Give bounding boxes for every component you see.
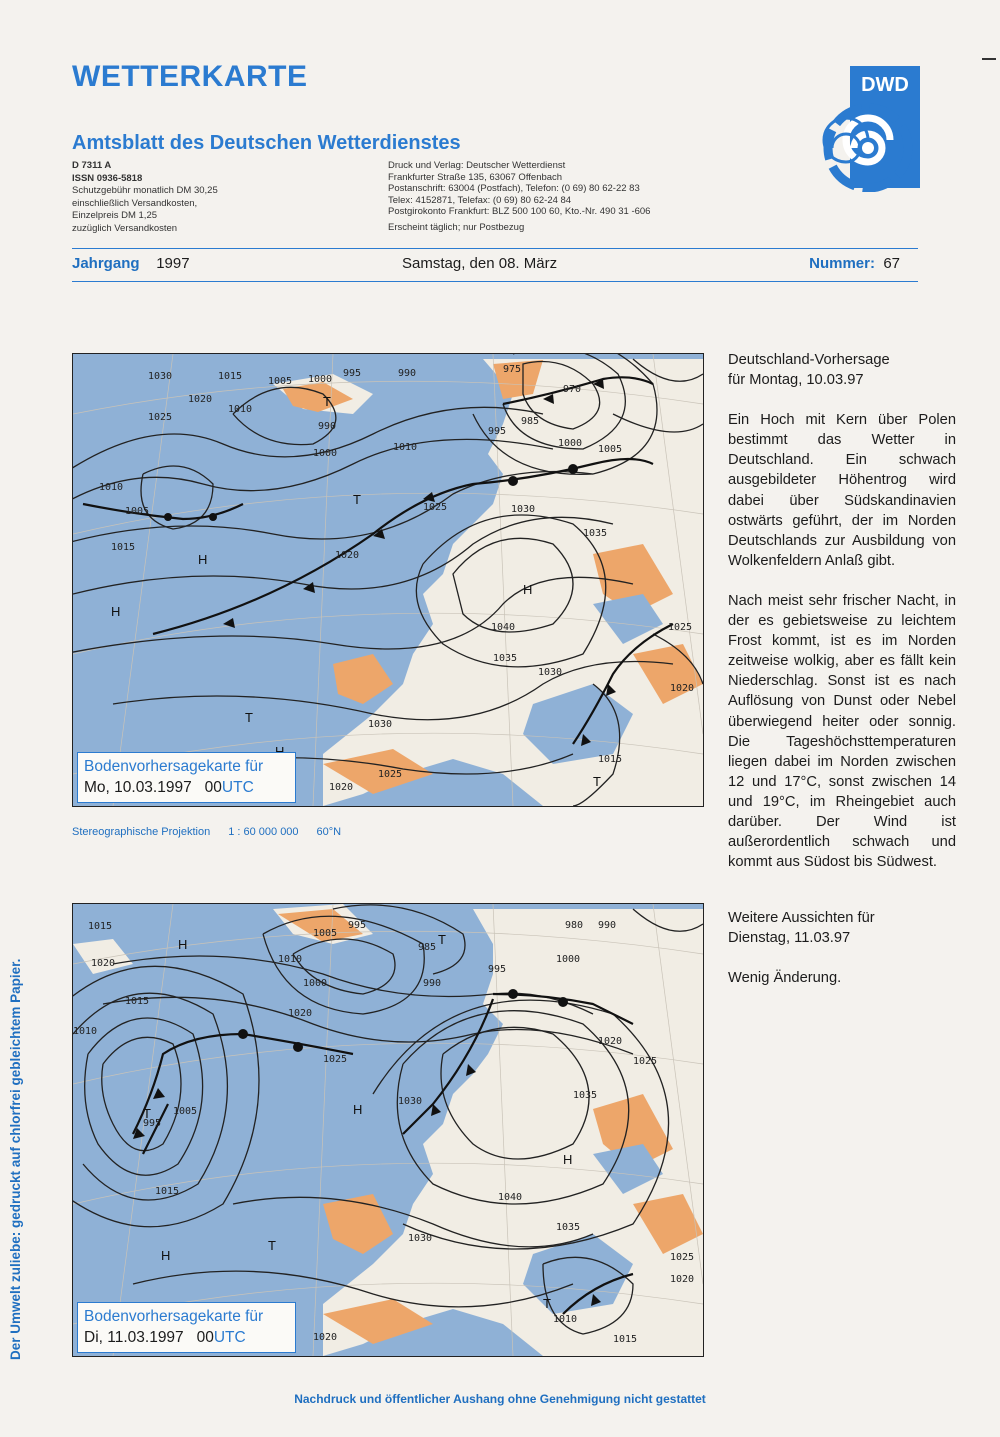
isobar-label: 995 — [488, 426, 507, 437]
isobar-label: 1010 — [228, 404, 253, 415]
weather-chart — [73, 354, 703, 806]
fee-line: Schutzgebühr monatlich DM 30,25 — [72, 185, 218, 196]
front-triangle — [153, 1088, 165, 1099]
projection-note — [72, 826, 359, 838]
map-caption-utc: UTC — [213, 1329, 246, 1346]
year-value: 1997 — [156, 255, 190, 272]
map-caption-title: Bodenvorhersagekarte für — [84, 1308, 264, 1325]
isobar-label: 995 — [348, 920, 367, 931]
low-pressure-center: T — [268, 1238, 276, 1253]
projection-scale: 1 : 60 000 000 — [228, 826, 299, 838]
high-pressure-center: H — [161, 1248, 171, 1263]
front-triangle — [303, 582, 315, 593]
projection-name: Stereographische Projektion — [72, 826, 211, 838]
low-pressure-center: T — [593, 774, 601, 789]
isobar-label: 1005 — [598, 444, 623, 455]
isobar-label: 1005 — [313, 928, 338, 939]
publisher-line: Postgirokonto Frankfurt: BLZ 500 100 60, Kto.-Nr. 490 31 -606 — [388, 206, 651, 217]
isobar-label: 990 — [598, 920, 617, 931]
isobar-label: 1000 — [303, 978, 328, 989]
isobar-label: 975 — [503, 364, 522, 375]
isobar-label: 1020 — [313, 1332, 338, 1343]
isobar-label: 1000 — [556, 954, 581, 965]
environment-note: Der Umwelt zuliebe: gedruckt auf chlorfrei gebleichtem Papier. — [8, 958, 23, 1360]
high-pressure-center: H — [523, 582, 533, 597]
copyright-footer: Nachdruck und öffentlicher Aushang ohne Genehmigung nicht gestattet — [294, 1392, 706, 1406]
forecast-paragraph: Ein Hoch mit Kern über Polen bestimmt das Wetter in Deutschland. Ein schwach ausgebildeter Höhentrog wird dabei über Südskandinavien ostwärts geführt, der im Norden Deutschlands zur Ausbildung von Wolkenfeldern Anlaß gibt. — [728, 412, 956, 569]
number-label: Nummer: — [809, 255, 875, 272]
map-caption-utc: UTC — [221, 779, 254, 796]
weather-chart — [73, 904, 703, 1356]
map-caption — [77, 1302, 296, 1353]
map-caption — [77, 752, 296, 803]
isobar-label: 1035 — [573, 1090, 598, 1101]
fee-line: einschließlich Versandkosten, — [72, 197, 198, 209]
high-pressure-center: H — [111, 604, 121, 619]
isobar-label: 995 — [343, 368, 362, 379]
isobar-label: 1020 — [670, 1274, 695, 1285]
isobar-label: 1010 — [553, 1314, 578, 1325]
publisher-line: Telex: 4152871, Telefax: (0 69) 80 62-24 84 — [388, 194, 572, 206]
low-pressure-center: T — [245, 710, 253, 725]
isobar-label: 1010 — [99, 482, 124, 493]
forecast-map-tuesday — [72, 903, 704, 1357]
low-pressure-center: T — [323, 394, 331, 409]
isobar-label: 1005 — [268, 376, 293, 387]
high-pressure-center: H — [563, 1152, 573, 1167]
outlook-heading: Weitere Aussichten für — [728, 910, 875, 927]
publisher-info — [388, 160, 650, 233]
issn: ISSN 0936-5818 — [72, 172, 143, 184]
isobar-label: 1035 — [583, 528, 608, 539]
id-code: D 7311 A — [72, 160, 112, 171]
isobar-label: 1015 — [613, 1334, 638, 1345]
forecast-heading: Deutschland-Vorhersage — [728, 352, 890, 368]
isobar-label: 985 — [521, 416, 540, 427]
appearance-note: Erscheint täglich; nur Postbezug — [388, 221, 525, 233]
isobar-label: 1030 — [511, 504, 536, 515]
isobar-label: 990 — [318, 421, 337, 432]
isobar-label: 1015 — [125, 996, 150, 1007]
isobar-label: 1030 — [368, 719, 393, 730]
isobar-label: 1025 — [148, 412, 173, 423]
fee-line: Einzelpreis DM 1,25 — [72, 210, 158, 221]
isobar-label: 1030 — [538, 667, 563, 678]
isobar-label: 1035 — [556, 1222, 581, 1233]
isobar-label: 985 — [418, 942, 437, 953]
isobar-label: 1025 — [633, 1056, 658, 1067]
isobar-label: 990 — [423, 978, 442, 989]
publisher-line: Frankfurter Straße 135, 63067 Offenbach — [388, 171, 563, 183]
outlook-text: Wenig Änderung. — [728, 970, 842, 987]
isobar-label: 990 — [398, 368, 417, 379]
isobar-label: 1025 — [323, 1054, 348, 1065]
isobar-label: 1005 — [125, 506, 150, 517]
isobar — [73, 407, 543, 474]
number-value: 67 — [883, 255, 900, 272]
forecast-paragraph: Nach meist sehr frischer Nacht, in der es gebietsweise zu leichtem Frost kommt, ist es im Norden zeitweise wolkig, aber es fällt kein Niederschlag. Sonst ist es nach Auflösung von Dunst oder Nebel überwiegend heiter oder sonnig. Die Tageshöchsttemperaturen liegen dabei im Norden zwischen 12 und 17°C, sonst zwischen 14 und 19°C, im Rheingebiet auch darüber. Der Wind ist außerordentlich schwach und kommt aus Südost bis Südwest. — [728, 592, 956, 871]
isobar-label: 1025 — [670, 1252, 695, 1263]
isobar-label: 1015 — [155, 1186, 180, 1197]
isobar-label: 1000 — [313, 448, 338, 459]
graticule-line — [113, 904, 173, 1356]
isobar-label: 1015 — [598, 754, 623, 765]
publication-title: WETTERKARTE — [72, 60, 308, 93]
isobar-label: 995 — [143, 1118, 162, 1129]
isobar — [141, 466, 213, 529]
projection-latitude: 60°N — [316, 826, 342, 838]
isobar-label: 1015 — [111, 542, 136, 553]
publication-subtitle: Amtsblatt des Deutschen Wetterdienstes — [72, 132, 461, 154]
isobar-label: 1010 — [73, 1026, 98, 1037]
isobar-label: 1020 — [598, 1036, 623, 1047]
isobar-label: 1020 — [91, 958, 116, 969]
isobar-label: 1030 — [148, 371, 173, 382]
isobar-label: 1030 — [398, 1096, 423, 1107]
outlook-heading: Dienstag, 11.03.97 — [728, 930, 851, 947]
isobar-label: 1025 — [423, 502, 448, 513]
fee-line: zuzüglich Versandkosten — [72, 222, 178, 234]
dwd-logo — [812, 64, 922, 192]
isobar-label: 1020 — [335, 550, 360, 561]
high-pressure-center: H — [198, 552, 208, 567]
low-pressure-center: T — [143, 1106, 151, 1121]
warm-front — [83, 504, 243, 519]
low-pressure-center: T — [353, 492, 361, 507]
map-caption-date: Mo, 10.03.1997 — [84, 779, 192, 796]
front-semicircle — [238, 1029, 248, 1039]
map-caption-date: Di, 11.03.1997 — [84, 1329, 184, 1346]
isobar-label: 1020 — [188, 394, 213, 405]
isobar-label: 1010 — [278, 954, 303, 965]
front-semicircle — [164, 513, 172, 521]
occluded-front — [133, 1034, 353, 1134]
header-rule — [72, 248, 918, 249]
forecast-map-monday — [72, 353, 704, 807]
isobar-label: 1020 — [288, 1008, 313, 1019]
isobar-label: 1025 — [378, 769, 403, 780]
isobar-label: 1040 — [498, 1192, 523, 1203]
front-semicircle — [558, 997, 568, 1007]
front-semicircle — [293, 1042, 303, 1052]
issue-bar — [72, 255, 918, 277]
isobar-label: 1025 — [668, 622, 693, 633]
logo-text: DWD — [861, 74, 909, 96]
isobar-label: 1015 — [88, 921, 113, 932]
publisher-line: Postanschrift: 63004 (Postfach), Telefon: (0 69) 80 62-22 83 — [388, 183, 640, 194]
map-caption-time: 00 — [204, 779, 222, 796]
front-semicircle — [508, 476, 518, 486]
isobar-label: 1005 — [173, 1106, 198, 1117]
year-label: Jahrgang — [72, 255, 140, 272]
page-edge-mark — [982, 58, 996, 60]
forecast-heading: für Montag, 10.03.97 — [728, 372, 864, 389]
isobar-label: 1000 — [308, 374, 333, 385]
high-pressure-center: H — [178, 937, 188, 952]
issue-date: Samstag, den 08. März — [402, 255, 558, 272]
highland — [333, 654, 393, 704]
front-semicircle — [568, 464, 578, 474]
subscription-info — [72, 160, 218, 235]
front-semicircle — [508, 989, 518, 999]
high-pressure-center: H — [353, 1102, 363, 1117]
isobar-label: 1010 — [393, 442, 418, 453]
front-semicircle — [209, 513, 217, 521]
isobar-label: 1020 — [670, 683, 695, 694]
map-caption-title: Bodenvorhersagekarte für — [84, 758, 264, 775]
isobar-label: 995 — [488, 964, 507, 975]
isobar-label: 1030 — [408, 1233, 433, 1244]
isobar-label: 970 — [563, 384, 582, 395]
map-caption-time: 00 — [196, 1329, 214, 1346]
isobar-label: 1000 — [558, 438, 583, 449]
low-pressure-center: T — [438, 932, 446, 947]
low-pressure-center: T — [543, 1296, 551, 1311]
publisher-line: Druck und Verlag: Deutscher Wetterdienst — [388, 160, 566, 171]
isobar-label: 1040 — [491, 622, 516, 633]
isobar-label: 1020 — [329, 782, 354, 793]
header-rule — [72, 281, 918, 282]
isobar-label: 1015 — [218, 371, 243, 382]
isobar-label: 980 — [565, 920, 584, 931]
isobar-label: 1035 — [493, 653, 518, 664]
forecast-column — [728, 350, 956, 989]
